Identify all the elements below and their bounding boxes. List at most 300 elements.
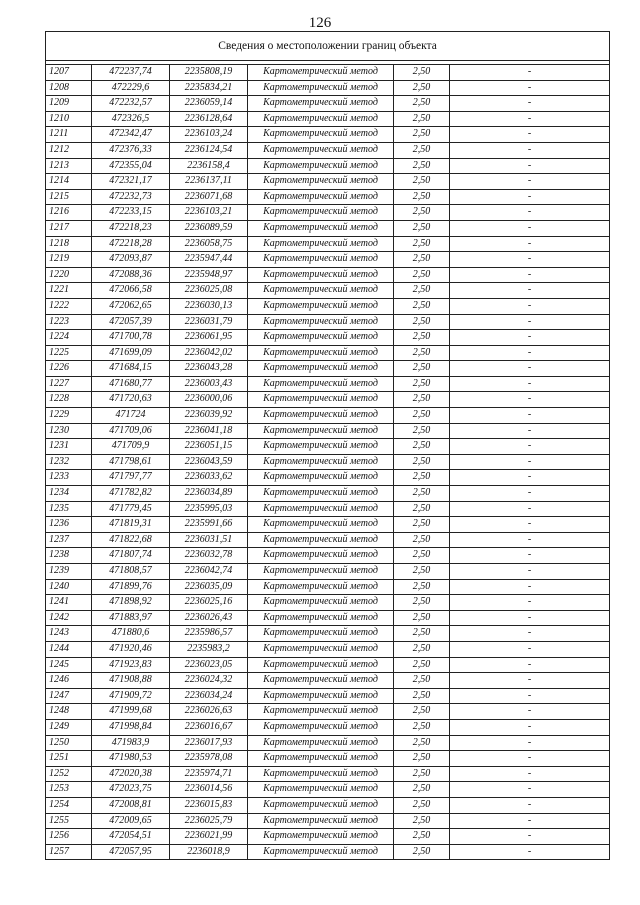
accuracy-cell: 2,50 — [394, 236, 450, 252]
description-cell: - — [450, 330, 610, 346]
point-number-cell: 1213 — [46, 158, 92, 174]
accuracy-cell: 2,50 — [394, 564, 450, 580]
accuracy-cell: 2,50 — [394, 111, 450, 127]
point-number-cell: 1219 — [46, 252, 92, 268]
y-coordinate-cell: 2236059,14 — [170, 96, 248, 112]
method-cell: Картометрический метод — [248, 158, 394, 174]
method-cell: Картометрический метод — [248, 408, 394, 424]
description-cell: - — [450, 454, 610, 470]
table-row — [46, 111, 610, 127]
accuracy-cell: 2,50 — [394, 532, 450, 548]
y-coordinate-cell: 2236016,67 — [170, 719, 248, 735]
description-cell: - — [450, 564, 610, 580]
description-cell: - — [450, 610, 610, 626]
accuracy-cell: 2,50 — [394, 454, 450, 470]
accuracy-cell: 2,50 — [394, 174, 450, 190]
description-cell: - — [450, 205, 610, 221]
x-coordinate-cell: 471680,77 — [92, 376, 170, 392]
table-row — [46, 376, 610, 392]
method-cell: Картометрический метод — [248, 361, 394, 377]
x-coordinate-cell: 471999,68 — [92, 704, 170, 720]
point-number-cell: 1214 — [46, 174, 92, 190]
table-row — [46, 252, 610, 268]
y-coordinate-cell: 2235991,66 — [170, 517, 248, 533]
method-cell: Картометрический метод — [248, 376, 394, 392]
description-cell: - — [450, 345, 610, 361]
y-coordinate-cell: 2236015,83 — [170, 797, 248, 813]
accuracy-cell: 2,50 — [394, 548, 450, 564]
table-row — [46, 673, 610, 689]
description-cell: - — [450, 766, 610, 782]
x-coordinate-cell: 471797,77 — [92, 470, 170, 486]
method-cell: Картометрический метод — [248, 205, 394, 221]
y-coordinate-cell: 2236058,75 — [170, 236, 248, 252]
point-number-cell: 1233 — [46, 470, 92, 486]
method-cell: Картометрический метод — [248, 314, 394, 330]
description-cell: - — [450, 127, 610, 143]
description-cell: - — [450, 797, 610, 813]
table-row — [46, 96, 610, 112]
description-cell: - — [450, 486, 610, 502]
method-cell: Картометрический метод — [248, 220, 394, 236]
y-coordinate-cell: 2235986,57 — [170, 626, 248, 642]
description-cell: - — [450, 111, 610, 127]
accuracy-cell: 2,50 — [394, 423, 450, 439]
x-coordinate-cell: 472237,74 — [92, 65, 170, 81]
accuracy-cell: 2,50 — [394, 641, 450, 657]
table-title-row — [46, 32, 610, 61]
table-row — [46, 641, 610, 657]
x-coordinate-cell: 471822,68 — [92, 532, 170, 548]
accuracy-cell: 2,50 — [394, 439, 450, 455]
point-number-cell: 1243 — [46, 626, 92, 642]
accuracy-cell: 2,50 — [394, 766, 450, 782]
method-cell: Картометрический метод — [248, 829, 394, 845]
description-cell: - — [450, 470, 610, 486]
y-coordinate-cell: 2236030,13 — [170, 298, 248, 314]
description-cell: - — [450, 392, 610, 408]
accuracy-cell: 2,50 — [394, 376, 450, 392]
method-cell: Картометрический метод — [248, 486, 394, 502]
method-cell: Картометрический метод — [248, 80, 394, 96]
method-cell: Картометрический метод — [248, 844, 394, 860]
description-cell: - — [450, 96, 610, 112]
y-coordinate-cell: 2236033,62 — [170, 470, 248, 486]
description-cell: - — [450, 158, 610, 174]
x-coordinate-cell: 472376,33 — [92, 142, 170, 158]
x-coordinate-cell: 472218,23 — [92, 220, 170, 236]
description-cell: - — [450, 80, 610, 96]
x-coordinate-cell: 471909,72 — [92, 688, 170, 704]
x-coordinate-cell: 471819,31 — [92, 517, 170, 533]
x-coordinate-cell: 472054,51 — [92, 829, 170, 845]
description-cell: - — [450, 719, 610, 735]
method-cell: Картометрический метод — [248, 751, 394, 767]
point-number-cell: 1245 — [46, 657, 92, 673]
description-cell: - — [450, 673, 610, 689]
point-number-cell: 1226 — [46, 361, 92, 377]
accuracy-cell: 2,50 — [394, 610, 450, 626]
table-row — [46, 345, 610, 361]
accuracy-cell: 2,50 — [394, 267, 450, 283]
point-number-cell: 1207 — [46, 65, 92, 81]
accuracy-cell: 2,50 — [394, 96, 450, 112]
y-coordinate-cell: 2236031,51 — [170, 532, 248, 548]
x-coordinate-cell: 471724 — [92, 408, 170, 424]
x-coordinate-cell: 471709,9 — [92, 439, 170, 455]
table-row — [46, 735, 610, 751]
description-cell: - — [450, 174, 610, 190]
table-row — [46, 782, 610, 798]
table-row — [46, 501, 610, 517]
table-row — [46, 454, 610, 470]
y-coordinate-cell: 2236026,43 — [170, 610, 248, 626]
point-number-cell: 1246 — [46, 673, 92, 689]
method-cell: Картометрический метод — [248, 813, 394, 829]
accuracy-cell: 2,50 — [394, 408, 450, 424]
point-number-cell: 1242 — [46, 610, 92, 626]
y-coordinate-cell: 2236024,32 — [170, 673, 248, 689]
accuracy-cell: 2,50 — [394, 719, 450, 735]
y-coordinate-cell: 2236026,63 — [170, 704, 248, 720]
y-coordinate-cell: 2236124,54 — [170, 142, 248, 158]
table-row — [46, 797, 610, 813]
point-number-cell: 1220 — [46, 267, 92, 283]
x-coordinate-cell: 471807,74 — [92, 548, 170, 564]
x-coordinate-cell: 472088,36 — [92, 267, 170, 283]
description-cell: - — [450, 579, 610, 595]
description-cell: - — [450, 408, 610, 424]
accuracy-cell: 2,50 — [394, 127, 450, 143]
method-cell: Картометрический метод — [248, 626, 394, 642]
x-coordinate-cell: 471779,45 — [92, 501, 170, 517]
description-cell: - — [450, 236, 610, 252]
description-cell: - — [450, 688, 610, 704]
y-coordinate-cell: 2236025,79 — [170, 813, 248, 829]
y-coordinate-cell: 2236137,11 — [170, 174, 248, 190]
y-coordinate-cell: 2235978,08 — [170, 751, 248, 767]
accuracy-cell: 2,50 — [394, 501, 450, 517]
table-row — [46, 80, 610, 96]
point-number-cell: 1222 — [46, 298, 92, 314]
x-coordinate-cell: 472057,95 — [92, 844, 170, 860]
x-coordinate-cell: 471920,46 — [92, 641, 170, 657]
table-row — [46, 595, 610, 611]
description-cell: - — [450, 267, 610, 283]
x-coordinate-cell: 472066,58 — [92, 283, 170, 299]
method-cell: Картометрический метод — [248, 719, 394, 735]
y-coordinate-cell: 2236018,9 — [170, 844, 248, 860]
y-coordinate-cell: 2236039,92 — [170, 408, 248, 424]
description-cell: - — [450, 501, 610, 517]
table-row — [46, 751, 610, 767]
method-cell: Картометрический метод — [248, 470, 394, 486]
method-cell: Картометрический метод — [248, 610, 394, 626]
point-number-cell: 1235 — [46, 501, 92, 517]
table-row — [46, 158, 610, 174]
description-cell: - — [450, 844, 610, 860]
table-row — [46, 829, 610, 845]
description-cell: - — [450, 704, 610, 720]
point-number-cell: 1229 — [46, 408, 92, 424]
table-row — [46, 532, 610, 548]
method-cell: Картометрический метод — [248, 641, 394, 657]
y-coordinate-cell: 2236023,05 — [170, 657, 248, 673]
boundary-coordinates-table — [45, 31, 610, 860]
point-number-cell: 1228 — [46, 392, 92, 408]
method-cell: Картометрический метод — [248, 236, 394, 252]
y-coordinate-cell: 2236043,59 — [170, 454, 248, 470]
x-coordinate-cell: 471709,06 — [92, 423, 170, 439]
y-coordinate-cell: 2236034,89 — [170, 486, 248, 502]
method-cell: Картометрический метод — [248, 564, 394, 580]
table-row — [46, 688, 610, 704]
x-coordinate-cell: 472232,57 — [92, 96, 170, 112]
method-cell: Картометрический метод — [248, 704, 394, 720]
accuracy-cell: 2,50 — [394, 626, 450, 642]
method-cell: Картометрический метод — [248, 595, 394, 611]
y-coordinate-cell: 2235974,71 — [170, 766, 248, 782]
method-cell: Картометрический метод — [248, 423, 394, 439]
method-cell: Картометрический метод — [248, 688, 394, 704]
table-row — [46, 486, 610, 502]
accuracy-cell: 2,50 — [394, 813, 450, 829]
point-number-cell: 1230 — [46, 423, 92, 439]
method-cell: Картометрический метод — [248, 252, 394, 268]
y-coordinate-cell: 2236158,4 — [170, 158, 248, 174]
y-coordinate-cell: 2236003,43 — [170, 376, 248, 392]
point-number-cell: 1252 — [46, 766, 92, 782]
table-row — [46, 174, 610, 190]
description-cell: - — [450, 142, 610, 158]
method-cell: Картометрический метод — [248, 96, 394, 112]
y-coordinate-cell: 2236014,56 — [170, 782, 248, 798]
point-number-cell: 1225 — [46, 345, 92, 361]
x-coordinate-cell: 472229,6 — [92, 80, 170, 96]
table-row — [46, 361, 610, 377]
point-number-cell: 1218 — [46, 236, 92, 252]
method-cell: Картометрический метод — [248, 532, 394, 548]
description-cell: - — [450, 595, 610, 611]
page-number: 126 — [308, 15, 332, 31]
point-number-cell: 1224 — [46, 330, 92, 346]
y-coordinate-cell: 2236032,78 — [170, 548, 248, 564]
table-row — [46, 236, 610, 252]
accuracy-cell: 2,50 — [394, 829, 450, 845]
x-coordinate-cell: 472355,04 — [92, 158, 170, 174]
y-coordinate-cell: 2236042,74 — [170, 564, 248, 580]
x-coordinate-cell: 471923,83 — [92, 657, 170, 673]
y-coordinate-cell: 2236043,28 — [170, 361, 248, 377]
point-number-cell: 1209 — [46, 96, 92, 112]
method-cell: Картометрический метод — [248, 735, 394, 751]
point-number-cell: 1239 — [46, 564, 92, 580]
table-row — [46, 298, 610, 314]
y-coordinate-cell: 2235947,44 — [170, 252, 248, 268]
method-cell: Картометрический метод — [248, 111, 394, 127]
table-row — [46, 579, 610, 595]
point-number-cell: 1253 — [46, 782, 92, 798]
y-coordinate-cell: 2235808,19 — [170, 65, 248, 81]
y-coordinate-cell: 2236017,93 — [170, 735, 248, 751]
y-coordinate-cell: 2236031,79 — [170, 314, 248, 330]
method-cell: Картометрический метод — [248, 501, 394, 517]
description-cell: - — [450, 423, 610, 439]
x-coordinate-cell: 472023,75 — [92, 782, 170, 798]
point-number-cell: 1221 — [46, 283, 92, 299]
method-cell: Картометрический метод — [248, 345, 394, 361]
accuracy-cell: 2,50 — [394, 298, 450, 314]
method-cell: Картометрический метод — [248, 267, 394, 283]
point-number-cell: 1240 — [46, 579, 92, 595]
table-row — [46, 423, 610, 439]
accuracy-cell: 2,50 — [394, 314, 450, 330]
accuracy-cell: 2,50 — [394, 283, 450, 299]
x-coordinate-cell: 471699,09 — [92, 345, 170, 361]
y-coordinate-cell: 2235995,03 — [170, 501, 248, 517]
x-coordinate-cell: 471899,76 — [92, 579, 170, 595]
table-row — [46, 548, 610, 564]
accuracy-cell: 2,50 — [394, 704, 450, 720]
point-number-cell: 1215 — [46, 189, 92, 205]
y-coordinate-cell: 2235834,21 — [170, 80, 248, 96]
x-coordinate-cell: 471700,78 — [92, 330, 170, 346]
point-number-cell: 1257 — [46, 844, 92, 860]
y-coordinate-cell: 2236089,59 — [170, 220, 248, 236]
method-cell: Картометрический метод — [248, 65, 394, 81]
point-number-cell: 1210 — [46, 111, 92, 127]
table-row — [46, 719, 610, 735]
table-row — [46, 439, 610, 455]
accuracy-cell: 2,50 — [394, 470, 450, 486]
y-coordinate-cell: 2236128,64 — [170, 111, 248, 127]
x-coordinate-cell: 472057,39 — [92, 314, 170, 330]
accuracy-cell: 2,50 — [394, 751, 450, 767]
method-cell: Картометрический метод — [248, 189, 394, 205]
description-cell: - — [450, 829, 610, 845]
table-row — [46, 517, 610, 533]
table-row — [46, 844, 610, 860]
description-cell: - — [450, 439, 610, 455]
method-cell: Картометрический метод — [248, 766, 394, 782]
x-coordinate-cell: 471880,6 — [92, 626, 170, 642]
y-coordinate-cell: 2235948,97 — [170, 267, 248, 283]
table-row — [46, 813, 610, 829]
description-cell: - — [450, 641, 610, 657]
method-cell: Картометрический метод — [248, 174, 394, 190]
x-coordinate-cell: 472008,81 — [92, 797, 170, 813]
description-cell: - — [450, 517, 610, 533]
x-coordinate-cell: 471720,63 — [92, 392, 170, 408]
method-cell: Картометрический метод — [248, 392, 394, 408]
accuracy-cell: 2,50 — [394, 735, 450, 751]
description-cell: - — [450, 548, 610, 564]
method-cell: Картометрический метод — [248, 127, 394, 143]
x-coordinate-cell: 471782,82 — [92, 486, 170, 502]
table-row — [46, 314, 610, 330]
y-coordinate-cell: 2236025,16 — [170, 595, 248, 611]
accuracy-cell: 2,50 — [394, 782, 450, 798]
accuracy-cell: 2,50 — [394, 844, 450, 860]
point-number-cell: 1208 — [46, 80, 92, 96]
description-cell: - — [450, 626, 610, 642]
point-number-cell: 1244 — [46, 641, 92, 657]
accuracy-cell: 2,50 — [394, 392, 450, 408]
table-row — [46, 142, 610, 158]
point-number-cell: 1211 — [46, 127, 92, 143]
method-cell: Картометрический метод — [248, 797, 394, 813]
y-coordinate-cell: 2236042,02 — [170, 345, 248, 361]
x-coordinate-cell: 471808,57 — [92, 564, 170, 580]
accuracy-cell: 2,50 — [394, 220, 450, 236]
method-cell: Картометрический метод — [248, 330, 394, 346]
point-number-cell: 1223 — [46, 314, 92, 330]
x-coordinate-cell: 472342,47 — [92, 127, 170, 143]
accuracy-cell: 2,50 — [394, 189, 450, 205]
accuracy-cell: 2,50 — [394, 486, 450, 502]
point-number-cell: 1238 — [46, 548, 92, 564]
accuracy-cell: 2,50 — [394, 158, 450, 174]
y-coordinate-cell: 2235983,2 — [170, 641, 248, 657]
x-coordinate-cell: 472062,65 — [92, 298, 170, 314]
point-number-cell: 1255 — [46, 813, 92, 829]
point-number-cell: 1236 — [46, 517, 92, 533]
table-row — [46, 189, 610, 205]
method-cell: Картометрический метод — [248, 298, 394, 314]
y-coordinate-cell: 2236021,99 — [170, 829, 248, 845]
y-coordinate-cell: 2236061,95 — [170, 330, 248, 346]
table-row — [46, 330, 610, 346]
point-number-cell: 1247 — [46, 688, 92, 704]
x-coordinate-cell: 471983,9 — [92, 735, 170, 751]
table-row — [46, 704, 610, 720]
method-cell: Картометрический метод — [248, 454, 394, 470]
table-row — [46, 392, 610, 408]
table-row — [46, 470, 610, 486]
method-cell: Картометрический метод — [248, 782, 394, 798]
x-coordinate-cell: 471908,88 — [92, 673, 170, 689]
y-coordinate-cell: 2236034,24 — [170, 688, 248, 704]
method-cell: Картометрический метод — [248, 517, 394, 533]
point-number-cell: 1248 — [46, 704, 92, 720]
x-coordinate-cell: 471980,53 — [92, 751, 170, 767]
y-coordinate-cell: 2236035,09 — [170, 579, 248, 595]
x-coordinate-cell: 472020,38 — [92, 766, 170, 782]
x-coordinate-cell: 472232,73 — [92, 189, 170, 205]
accuracy-cell: 2,50 — [394, 595, 450, 611]
point-number-cell: 1254 — [46, 797, 92, 813]
accuracy-cell: 2,50 — [394, 797, 450, 813]
point-number-cell: 1217 — [46, 220, 92, 236]
x-coordinate-cell: 472093,87 — [92, 252, 170, 268]
description-cell: - — [450, 298, 610, 314]
x-coordinate-cell: 471898,92 — [92, 595, 170, 611]
description-cell: - — [450, 220, 610, 236]
description-cell: - — [450, 376, 610, 392]
x-coordinate-cell: 472321,17 — [92, 174, 170, 190]
table-title: Сведения о местоположении границ объекта — [46, 32, 610, 61]
description-cell: - — [450, 657, 610, 673]
accuracy-cell: 2,50 — [394, 252, 450, 268]
table-row — [46, 610, 610, 626]
accuracy-cell: 2,50 — [394, 517, 450, 533]
point-number-cell: 1249 — [46, 719, 92, 735]
accuracy-cell: 2,50 — [394, 330, 450, 346]
y-coordinate-cell: 2236071,68 — [170, 189, 248, 205]
description-cell: - — [450, 189, 610, 205]
description-cell: - — [450, 252, 610, 268]
point-number-cell: 1251 — [46, 751, 92, 767]
